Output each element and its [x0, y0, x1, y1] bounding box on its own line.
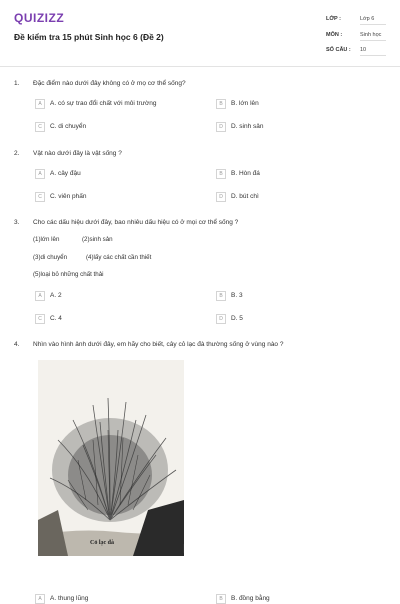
question-3-statement-4: (4)lấy các chất cần thiết — [86, 254, 152, 261]
option-text: B. lớn lên — [231, 100, 259, 107]
option-letter-box: B — [216, 594, 226, 604]
question-3-statement-1: (1)lớn lên — [33, 236, 60, 243]
meta-value-count: 10 — [360, 47, 386, 56]
option-text: D. sinh sản — [231, 123, 264, 130]
question-4-number: 4. — [14, 341, 20, 348]
option-letter-box: D — [216, 122, 226, 132]
question-2-number: 2. — [14, 150, 20, 157]
option-text: D. 5 — [231, 315, 243, 322]
worksheet-header — [0, 0, 400, 66]
question-3-statement-2: (2)sinh sản — [82, 236, 113, 243]
option-letter-box: A — [35, 594, 45, 604]
question-3-statement-5: (5)loại bỏ những chất thải — [33, 271, 104, 278]
option-letter-box: A — [35, 291, 45, 301]
option-text: A. 2 — [50, 292, 62, 299]
option-letter-box: D — [216, 314, 226, 324]
header-divider — [0, 66, 400, 67]
option-text: A. cây đậu — [50, 170, 81, 177]
question-4-text: Nhìn vào hình ảnh dưới đây, em hãy cho biết, cây cỏ lạc đà thường sống ở vùng nào ? — [33, 341, 284, 348]
option-letter-box: A — [35, 99, 45, 109]
meta-label-class: LỚP : — [326, 16, 341, 22]
option-letter-box: C — [35, 192, 45, 202]
question-2-text: Vật nào dưới đây là vật sống ? — [33, 150, 122, 157]
option-text: B. đồng bằng — [231, 595, 270, 602]
option-text: A. thung lũng — [50, 595, 89, 602]
question-1-text: Đặc điểm nào dưới đây không có ở mọ cơ thể sống? — [33, 80, 186, 87]
option-letter-box: C — [35, 314, 45, 324]
photo-caption: Cỏ lạc đà — [90, 540, 114, 546]
option-letter-box: B — [216, 169, 226, 179]
meta-value-subject: Sinh học — [360, 32, 386, 41]
option-letter-box: B — [216, 99, 226, 109]
meta-value-class: Lớp 6 — [360, 16, 386, 25]
option-text: C. di chuyển — [50, 123, 87, 130]
question-3-number: 3. — [14, 219, 20, 226]
meta-label-subject: MÔN : — [326, 32, 343, 38]
option-text: B. 3 — [231, 292, 243, 299]
camel-grass-photo — [38, 360, 184, 556]
question-3-text: Cho các dấu hiệu dưới đây, bao nhiêu dấu hiệu có ở mọi cơ thể sống ? — [33, 219, 239, 226]
option-text: D. bút chì — [231, 193, 259, 200]
option-letter-box: D — [216, 192, 226, 202]
quizizz-logo: QUIZIZZ — [14, 11, 65, 25]
option-text: A. có sự trao đổi chất với môi trường — [50, 100, 157, 107]
option-letter-box: B — [216, 291, 226, 301]
option-text: B. Hòn đá — [231, 170, 260, 177]
text-cursor — [183, 544, 184, 553]
option-letter-box: C — [35, 122, 45, 132]
question-3-statement-3: (3)di chuyển — [33, 254, 68, 261]
meta-label-count: SỐ CÂU : — [326, 47, 351, 53]
option-letter-box: A — [35, 169, 45, 179]
question-1-number: 1. — [14, 80, 20, 87]
camel-grass-illustration — [38, 360, 184, 556]
option-text: C. 4 — [50, 315, 62, 322]
page-title: Đề kiểm tra 15 phút Sinh học 6 (Đề 2) — [14, 32, 164, 42]
option-text: C. viên phấn — [50, 193, 87, 200]
